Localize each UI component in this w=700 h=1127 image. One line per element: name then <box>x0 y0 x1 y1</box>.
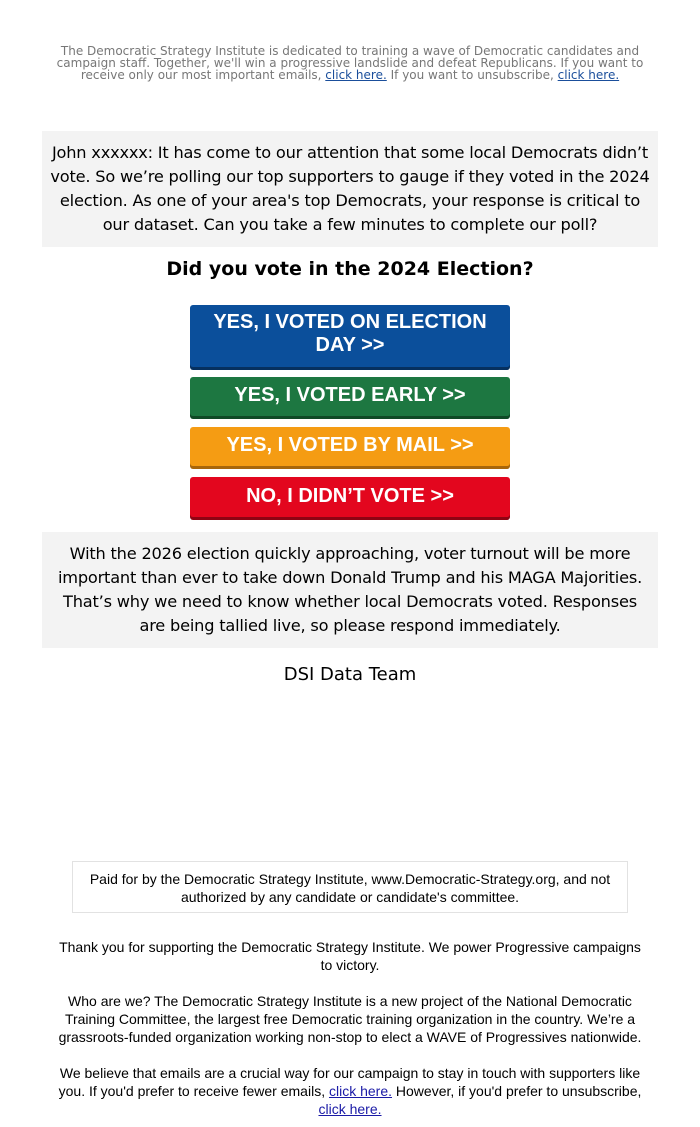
voted-by-mail-button[interactable]: YES, I VOTED BY MAIL >> <box>190 427 510 466</box>
preheader <box>50 45 650 81</box>
preheader-middle-text: If you want to unsubscribe, <box>390 68 554 82</box>
poll-question: Did you vote in the 2024 Election? <box>166 258 534 280</box>
preheader-text: The Democratic Strategy Institute is dedicated to training a wave of Democratic candidates and campaign staff. Together, we'll win a progressive landslide and defeat Republicans. If you want to receive only our most important emails, <box>56 44 644 82</box>
preheader-fewer-emails-link[interactable]: click here. <box>325 68 387 82</box>
footer-thanks: Thank you for supporting the Democratic Strategy Institute. We power Progressive campaigns to victory. <box>59 939 641 973</box>
preheader-unsubscribe-link[interactable]: click here. <box>557 68 620 82</box>
closing-text: With the 2026 election quickly approaching, voter turnout will be more important than ever to take down Donald Trump and his MAGA Majorities. That’s why we need to know whether local Democrats voted. Responses are being tallied live, so please respond immediately. <box>57 544 643 635</box>
didnt-vote-button[interactable]: NO, I DIDN’T VOTE >> <box>190 477 510 517</box>
voted-early-button[interactable]: YES, I VOTED EARLY >> <box>190 377 510 416</box>
footer-who-are-we: Who are we? The Democratic Strategy Institute is a new project of the National Democratic Training Committee, the largest free Democratic training organization in the country. We’re a grassroots-funded organization working non-stop to elect a WAVE of Progressives nationwide. <box>58 993 642 1045</box>
footer-unsubscribe-link[interactable]: click here. <box>318 1101 382 1117</box>
footer-emails-middle: However, if you'd prefer to unsubscribe, <box>395 1083 642 1099</box>
footer-fewer-emails-link[interactable]: click here. <box>328 1083 393 1099</box>
signoff: DSI Data Team <box>283 664 417 685</box>
footer-emails-text: We believe that emails are a crucial way for our campaign to stay in touch with supporters like you. If you'd prefer to receive fewer emails, <box>58 1065 641 1099</box>
paid-for-disclaimer: Paid for by the Democratic Strategy Institute, www.Democratic-Strategy.org, and not authorized by any candidate or candidate's committee. <box>72 861 628 913</box>
intro-box <box>42 131 658 247</box>
footer-emails <box>52 1064 648 1118</box>
intro-text: John xxxxxx: It has come to our attention that some local Democrats didn’t vote. So we’re polling our top supporters to gauge if they voted in the 2024 election. As one of your area's top Democrats, your response is critical to our dataset. Can you take a few minutes to complete our poll? <box>50 143 650 234</box>
voted-election-day-button[interactable]: YES, I VOTED ON ELECTION DAY >> <box>190 305 510 367</box>
closing-box <box>42 532 658 648</box>
